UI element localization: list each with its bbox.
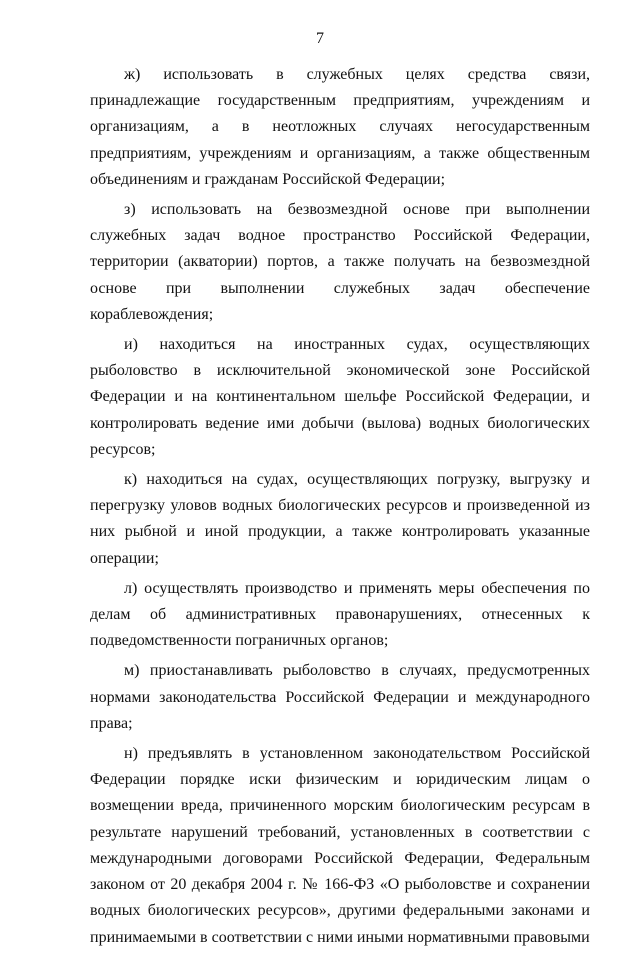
page-number: 7 [316,30,324,47]
paragraph-zh: ж) использовать в служебных целях средства связи, принадлежащие государственным предприятиям, учреждениям и организациям, а в неотложных случаях негосударственным предприятиям, учреждениям и организациям, а также общественным объединениям и гражданам Российской Федерации; [90,66,590,188]
paragraph-z: з) использовать на безвозмездной основе при выполнении служебных задач водное пространство Российской Федерации, территории (акватории) портов, а также получать на безвозмездной основе при выполнении служебных задач обеспечение кораблевождения; [90,201,590,323]
paragraph-k: к) находиться на судах, осуществляющих погрузку, выгрузку и перегрузку уловов водных биологических ресурсов и произведенной из них рыбной и иной продукции, а также контролировать указанные операции; [90,471,590,567]
document-body [90,62,590,955]
paragraph-m: м) приостанавливать рыболовство в случаях, предусмотренных нормами законодательства Российской Федерации и международного права; [90,662,590,732]
paragraph-i: и) находиться на иностранных судах, осуществляющих рыболовство в исключительной экономической зоне Российской Федерации и на континентальном шельфе Российской Федерации, и контролировать ведение ими добычи (вылова) водных биологических ресурсов; [90,336,590,458]
paragraph-n: н) предъявлять в установленном законодательством Российской Федерации порядке иски физическим и юридическим лицам о возмещении вреда, причиненного морским биологическим ресурсам в результате нарушений требований, установленных в соответствии с международными договорами Российской Федерации, Федеральным законом от 20 декабря 2004 г. № 166-ФЗ «О рыболовстве и сохранении водных биологических ресурсов», другими федеральными законами и принимаемыми в соответствии с ними иными нормативными правовыми [90,745,590,946]
paragraph-l: л) осуществлять производство и применять меры обеспечения по делам об административных правонарушениях, отнесенных к подведомственности пограничных органов; [90,579,590,650]
